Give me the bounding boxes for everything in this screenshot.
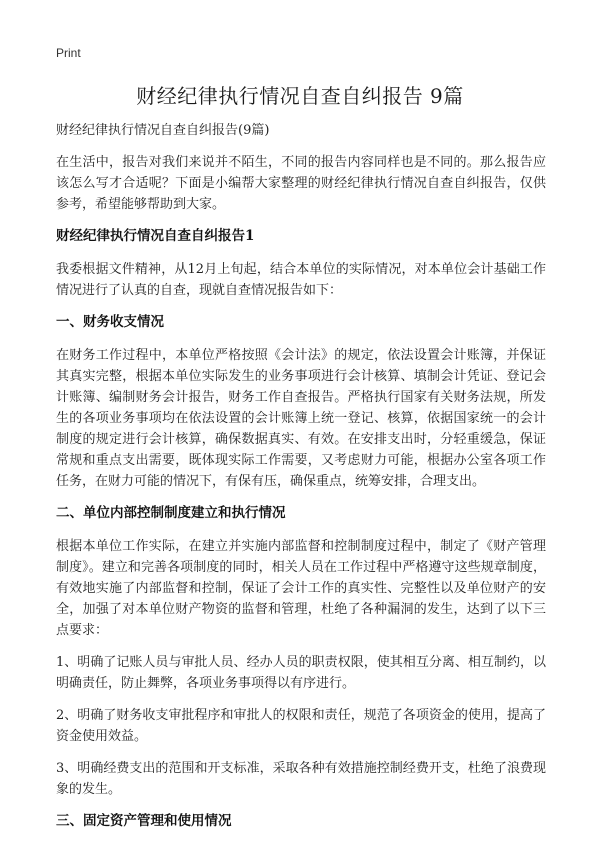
section1-heading: 一、财务收支情况 bbox=[56, 314, 164, 330]
report1-intro-paragraph: 我委根据文件精神，从12月上旬起，结合本单位的实际情况，对本单位会计基础工作情况进行了认真的自查，现就自查情况报告如下： bbox=[56, 262, 546, 298]
document-subtitle: 财经纪律执行情况自查自纠报告(9篇) bbox=[56, 123, 270, 138]
section3-heading: 三、固定资产管理和使用情况 bbox=[56, 813, 232, 829]
print-label[interactable]: Print bbox=[56, 46, 81, 60]
list-item: 1、明确了记账人员与审批人员、经办人员的职责权限，使其相互分离、相互制约，以明确责任，防止舞弊，各项业务事项得以有序进行。 bbox=[56, 655, 546, 691]
list-item: 2、明确了财务收支审批程序和审批人的权限和责任，规范了各项资金的使用，提高了资金使用效益。 bbox=[56, 708, 546, 744]
document-body bbox=[56, 120, 546, 844]
section2-heading: 二、单位内部控制制度建立和执行情况 bbox=[56, 505, 286, 521]
section2-paragraph: 根据本单位工作实际，在建立并实施内部监督和控制制度过程中，制定了《财产管理制度》。建立和完善各项制度的同时，相关人员在工作过程中严格遵守这些规章制度，有效地实施了内部监督和控制，保证了会计工作的真实性、完整性以及单位财产的安全，加强了对本单位财产物资的监督和管理，杜绝了各种漏洞的发生，达到了以下三点要求： bbox=[56, 539, 546, 638]
report1-heading: 财经纪律执行情况自查自纠报告1 bbox=[56, 228, 255, 244]
document-title: 财经纪律执行情况自查自纠报告 9篇 bbox=[136, 84, 464, 108]
list-item: 3、明确经费支出的范围和开支标准，采取各种有效措施控制经费开支，杜绝了浪费现象的发生。 bbox=[56, 761, 546, 797]
intro-paragraph: 在生活中，报告对我们来说并不陌生，不同的报告内容同样也是不同的。那么报告应该怎么写才合适呢？下面是小编帮大家整理的财经纪律执行情况自查自纠报告，仅供参考，希望能够帮助到大家。 bbox=[56, 155, 546, 212]
section1-paragraph: 在财务工作过程中，本单位严格按照《会计法》的规定，依法设置会计账簿，并保证其真实完整，根据本单位实际发生的业务事项进行会计核算、填制会计凭证、登记会计账簿、编制财务会计报告，财务工作自查报告。严格执行国家有关财务法规，所发生的各项业务事项均在依法设置的会计账簿上统一登记、核算，依据国家统一的会计制度的规定进行会计核算，确保数据真实、有效。在安排支出时，分轻重缓急，保证常规和重点支出需要，既体现实际工作需要，又考虑财力可能，根据办公室各项工作任务，在财力可能的情况下，有保有压，确保重点，统筹安排，合理支出。 bbox=[56, 348, 546, 489]
